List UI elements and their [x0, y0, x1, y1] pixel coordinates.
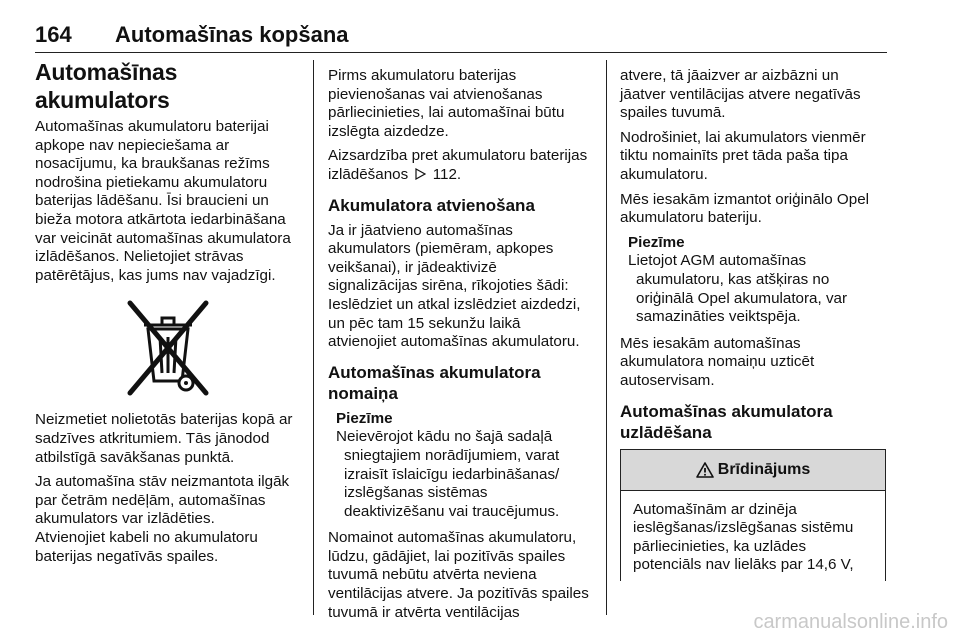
discharge-protection-paragraph: [328, 147, 590, 184]
note-continuation: sniegtajiem norādījumiem, varat izraisīt īslaicīgu iedarbināšanas/ izslēgšanas sistēmas deaktivizēšanu vai traucējumus.: [344, 446, 560, 520]
column-divider-2: [606, 60, 607, 615]
note-first-line: Neievērojot kādu no šajā sadaļā: [336, 428, 553, 446]
note-replacement: [328, 410, 590, 522]
column-3: [620, 67, 888, 581]
note-continuation: akumulatoru, kas atšķiras no oriģinālā Opel akumulatora, var samazināties veiktspēja.: [636, 270, 848, 326]
same-type-paragraph: Nodrošiniet, lai akumulators vienmēr tiktu nomainīts pret tāda paša tipa akumulatoru.: [620, 128, 866, 183]
note-label: Piezīme: [628, 233, 685, 251]
section-heading-disconnect: Akumulatora atvienošana: [328, 195, 535, 215]
vent-opening-paragraph: Nomainot automašīnas akumulatoru, lūdzu, gādājiet, lai pozitīvās spailes tuvumā nebūtu atvērta neviena ventilācijas atvere. Ja pozitīvās spailes tuvumā ir atvērta ventilācijas: [328, 529, 589, 621]
workshop-paragraph: Mēs iesakām automašīnas akumulatora nomaiņu uzticēt autoservisam.: [620, 334, 815, 389]
section-heading-replacement: Automašīnas akumulatora nomaiņa: [328, 362, 541, 403]
page-number: 164: [35, 22, 72, 47]
note-label: Piezīme: [336, 409, 393, 427]
warning-header: [621, 450, 885, 491]
section-heading-battery: Automašīnas akumulators: [35, 59, 178, 113]
disconnect-procedure-paragraph: Ja ir jāatvieno automašīnas akumulators (piemēram, apkopes veikšanai), ir jādeaktivizē signalizācijas sirēna, rīkojoties šādi: Ieslēdziet un atkal izslēdziet aizdedzi, un pēc tam 15 sekunžu laikā atvienojiet automašīnas akumulatoru.: [328, 221, 581, 351]
note-agm: [620, 234, 888, 327]
recycling-icon-container: [35, 299, 300, 399]
disposal-paragraph: Neizmetiet nolietotās baterijas kopā ar sadzīves atkritumiem. Tās jānodod atbilstīgā savākšanas punktā.: [35, 411, 293, 466]
battery-intro-paragraph: Automašīnas akumulatoru baterijai apkope nav nepieciešama ar nosacījumu, ka braukšanas režīms nodrošina pietiekamu akumulatoru baterijas lādēšanu. Īsi braucieni un bieža motora atkārtota iedarbināšana var veicināt automašīnas akumulatora izlādēšanos. Nelietojiet strāvas patērētājus, kas jums nav vajadzīgi.: [35, 118, 291, 284]
page-reference-arrow-icon: [415, 168, 426, 180]
ignition-off-paragraph: Pirms akumulatoru baterijas pievienošanas vai atvienošanas pārliecinieties, lai automašīnai būtu izslēgta aizdedze.: [328, 67, 565, 140]
note-first-line: Lietojot AGM automašīnas: [628, 252, 807, 270]
original-opel-paragraph: Mēs iesakām izmantot oriģinālo Opel akumulatoru bateriju.: [620, 190, 870, 227]
header-rule: [35, 52, 887, 53]
page-header: [35, 22, 887, 50]
column-2: [328, 67, 590, 628]
warning-triangle-icon: [696, 462, 714, 478]
disconnect-cable-paragraph: Atvienojiet kabeli no akumulatoru baterijas negatīvās spailes.: [35, 528, 258, 565]
crossed-out-wheelie-bin-icon: [126, 299, 210, 399]
discharge-protection-page-ref: 112.: [432, 165, 462, 183]
column-divider-1: [313, 60, 314, 615]
section-heading-charging: Automašīnas akumulatora uzlādēšana: [620, 401, 833, 442]
vent-continuation-paragraph: atvere, tā jāaizver ar aizbāzni un jāatver ventilācijas atvere negatīvās spailes tuvumā.: [620, 67, 861, 122]
running-title: Automašīnas kopšana: [115, 22, 349, 47]
column-1: [35, 58, 300, 572]
warning-box: [620, 449, 886, 581]
storage-paragraph: Ja automašīna stāv neizmantota ilgāk par četrām nedēļām, automašīnas akumulators var izlādēties.: [35, 473, 290, 528]
discharge-protection-text: Aizsardzība pret akumulatoru baterijas izlādēšanos: [328, 147, 588, 183]
watermark: carmanualsonline.info: [753, 611, 948, 633]
warning-text: Automašīnām ar dzinēja ieslēgšanas/izslēgšanas sistēmu pārliecinieties, ka uzlādes potenciāls nav lielāks par 14,6 V,: [633, 500, 854, 574]
warning-title: Brīdinājums: [717, 460, 811, 478]
